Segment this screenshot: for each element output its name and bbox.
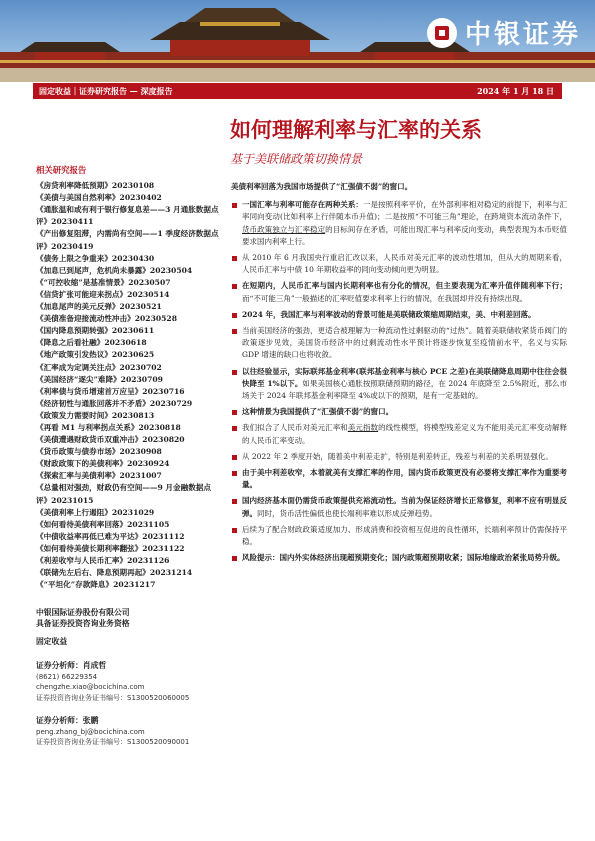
summary-bullet [231, 366, 567, 403]
related-report-item[interactable]: 《财政政策下的美债利率》20230924 [36, 459, 170, 469]
related-report-item[interactable]: 《货币政策与债券市场》20230908 [36, 447, 162, 457]
analyst-block [36, 716, 221, 748]
related-report-item[interactable]: 《通胀温和或有利于银行修复息差——3 月通胀数据点评》20230411 [36, 205, 219, 227]
summary-bullet [231, 451, 567, 463]
bullet-pre-text: 从 2022 年 2 季度开始，随着美中利差走扩，特别是利差转正，残差与利差的关系明显强化。 [242, 451, 553, 461]
related-report-item[interactable]: 《总量相对强劲，财政仍有空间——9 月金融数据点评》20231015 [36, 483, 211, 505]
lead-sentence: 美债利率回落为我国市场提供了“汇强债不弱”的窗口。 [231, 182, 413, 191]
related-report-item[interactable]: 《信贷扩张可能迎来拐点》20230514 [36, 289, 170, 299]
summary-bullet [231, 199, 567, 248]
related-report-item[interactable]: 《利率债与货币增速首万应呈》20230716 [36, 386, 185, 396]
analyst-email[interactable]: peng.zhang_bj@bocichina.com [36, 727, 145, 736]
analyst-cert: 证券投资咨询业务证书编号：S1300520060005 [36, 693, 190, 702]
related-report-item[interactable]: 《再看 M1 与利率拐点关系》20230818 [36, 422, 181, 432]
analyst-block [36, 661, 221, 703]
brand-name: 中银证券 [464, 20, 581, 50]
related-report-item[interactable]: 《债务上限之争重来》20230430 [36, 253, 155, 263]
related-report-item[interactable]: 《加息尾声的美元反弹》20230521 [36, 302, 162, 312]
summary-bullet [231, 406, 567, 418]
related-report-item[interactable]: 《如何看待美债长期利率翻弦》20231122 [36, 543, 185, 553]
company-name: 中银国际证券股份有限公司 [36, 608, 130, 618]
summary-bullets [231, 199, 567, 564]
related-report-item[interactable]: 《美债利率上行遏阻》20231029 [36, 507, 155, 517]
left-sidebar [36, 164, 221, 748]
bullet-bold-text: 由于美中利差收窄，本着就美有支撑汇率的作用，国内货币政策更没有必要将支撑汇率作为重要考量。 [242, 468, 567, 490]
summary-bullet [231, 524, 567, 548]
related-report-item[interactable]: 《中债收益率再低已难为平达》20231112 [36, 531, 185, 541]
bullet-bold-text: 一国汇率与利率可能存在两种关系： [242, 200, 363, 210]
related-report-item[interactable]: 《降息之后看社融》20230618 [36, 338, 147, 348]
analyst-email[interactable]: chengzhe.xiao@bocichina.com [36, 683, 145, 692]
bullet-bold-text: 国内经济基本面仍需货币政策提供充裕流动性。当前为保证经济增长正常修复，利率不应有明显反弹。 [242, 496, 567, 518]
summary-bullet [231, 422, 567, 446]
bullet-pre-text: 如果美国核心通胀按照联储预期的路径，在 2024 年底降至 2.5%附近，那么市场关于 2024 年联邦基金利率降至 4%或以下的预期，是有一定基础的。 [242, 378, 567, 401]
summary-bullet [231, 325, 567, 362]
related-report-item[interactable]: 《探索汇率与美债利率》20231007 [36, 471, 162, 481]
bullet-bold-text: 以往经验显示，实际联邦基金利率(联邦基金利率与核心 PCE 之差)在美联储降息周期中往往会很快降至 1%以下。 [242, 366, 567, 388]
bullet-pre-text: 当前美国经济的强劲，更适合被理解为一种流动性过剩驱动的“过热”。随着美联储收紧货币阀门的政策逐步见效，美国货币经济中的过剩流动性水平预计将逐步恢复至疫情前水平，名义与实际 GDP 增速的缺口也将收敛。 [242, 326, 567, 360]
related-report-item[interactable]: 《美债遭遇财政货币双重冲击》20230820 [36, 435, 185, 445]
related-report-item[interactable]: 《美债与美国自然利率》20230402 [36, 193, 162, 203]
report-category: 固定收益｜证券研究报告 — 深度报告 [39, 86, 173, 96]
summary-bullet [231, 552, 567, 564]
bullet-bold-text: 风险提示：国内外实体经济出现超预期变化；国内政策超预期收紧；国际地缘政治紧张局势升级。 [242, 553, 565, 563]
summary-bullet [231, 252, 567, 276]
bullet-pre-text: 我们拟合了人民币对美元汇率和 [242, 423, 348, 433]
boc-logo-icon [427, 18, 457, 48]
bullet-ul-text: 货币政策独立与汇率稳定 [242, 224, 326, 234]
related-report-item[interactable]: 《加息已到尾声，危机尚未暴露》20230504 [36, 265, 193, 275]
report-subtitle: 基于美联储政策切换情景 [230, 152, 363, 166]
company-info [36, 607, 221, 629]
related-research-heading: 相关研究报告 [36, 165, 87, 175]
bullet-ul-text: 美元指数 [347, 423, 379, 433]
report-title: 如何理解利率与汇率的关系 [230, 117, 482, 142]
bullet-bold-text: 2024 年，我国汇率与利率波动的背景可能是美联储政策缩周期结束，美、中利差回落。 [242, 309, 536, 319]
department: 固定收益 [36, 637, 68, 647]
related-report-item[interactable]: 《“可控收缩”是基准情景》20230507 [36, 277, 171, 287]
related-report-item[interactable]: 《地产政策引发热议》20230625 [36, 350, 155, 360]
company-qualification: 具备证券投资咨询业务资格 [36, 619, 130, 629]
report-date: 2024 年 1 月 18 日 [477, 86, 554, 96]
related-report-item[interactable]: 《产出修复阻滞，内需尚有空间——1 季度经济数据点评》20230419 [36, 229, 219, 251]
related-report-item[interactable]: 《汇率成为定调关注点》20230702 [36, 362, 162, 372]
related-report-item[interactable]: 《国内降息预期转强》20230611 [36, 326, 155, 336]
bullet-pre-text: 从 2010 年 6 月我国央行重启汇改以来，人民币对美元汇率的波动性增加，但从大的周期来看，人民币汇率与中债 10 年期收益率的同向变动倾向更为明显。 [242, 253, 567, 275]
bullet-bold-text: 这种情景为我国提供了“汇强债不弱”的窗口。 [242, 407, 394, 417]
header-banner [0, 0, 595, 82]
analyst-cert: 证券投资咨询业务证书编号：S1300520090001 [36, 738, 190, 747]
analyst-label: 证券分析师：肖成哲 [36, 661, 107, 671]
summary-column [231, 181, 567, 568]
bullet-pre-text: 一是按照利率平价，在外部利率相对稳定的前提下，利率与汇率同向变动(比如利率上行伴随本币升值)；二是按照“不可能三角”理论，在跨境资本流动条件下， [242, 200, 567, 222]
related-report-item[interactable]: 《“平坦化”存款降息》20231217 [36, 580, 156, 590]
related-report-item[interactable]: 《经济韧性与通胀回落并不矛盾》20230729 [36, 398, 193, 408]
summary-bullet [231, 467, 567, 491]
related-report-item[interactable]: 《联储先左后右、降息预期再起》20231214 [36, 568, 193, 578]
analyst-label: 证券分析师：张鹏 [36, 716, 99, 726]
bullet-bold-text: 在短期内，人民币汇率与国内长期利率也有分化的情况，但主要表现为汇率升值伴随利率下行； [242, 281, 567, 291]
related-report-item[interactable]: 《政策发力需要时间》20230813 [36, 410, 155, 420]
bullet-post-text: 的目标间存在矛盾，可能出现汇率与利率反向变动，典型表现为本币贬值要求国内利率上行。 [242, 224, 567, 246]
related-report-item[interactable]: 《利差收窄与人民币汇率》20231126 [36, 556, 170, 565]
related-research-list [36, 180, 221, 591]
bullet-pre-text: 而“不可能三角”一般描述的汇率贬值要求利率上行的情况，在我国却并没有持续出现。 [242, 293, 528, 303]
summary-bullet [231, 309, 567, 321]
summary-bullet [231, 280, 567, 304]
report-category-bar [33, 83, 562, 99]
bullet-pre-text: 后续为了配合财政政策适度加力、形成消费和投资相互促进的良性循环，长端利率预计仍需保持平稳。 [242, 524, 567, 547]
brand-logo [427, 14, 581, 51]
related-report-item[interactable]: 《如何看待美债利率回落》20231105 [36, 519, 170, 529]
related-report-item[interactable]: 《美国经济“逐尖”难降》20230709 [36, 374, 163, 384]
bullet-pre-text: 同时，货币活性偏低也使长端利率难以形成反弹趋势。 [257, 508, 437, 518]
bullet-post-text: 的线性模型，将模型残差定义为不能用美元汇率变动解释的人民币汇率变动。 [242, 423, 568, 445]
related-report-item[interactable]: 《房贷利率降低预期》20230108 [36, 181, 155, 191]
summary-bullet [231, 495, 567, 519]
related-report-item[interactable]: 《美债准备迎接流动性冲击》20230528 [36, 314, 177, 324]
analyst-phone: (8621) 66229354 [36, 672, 98, 681]
